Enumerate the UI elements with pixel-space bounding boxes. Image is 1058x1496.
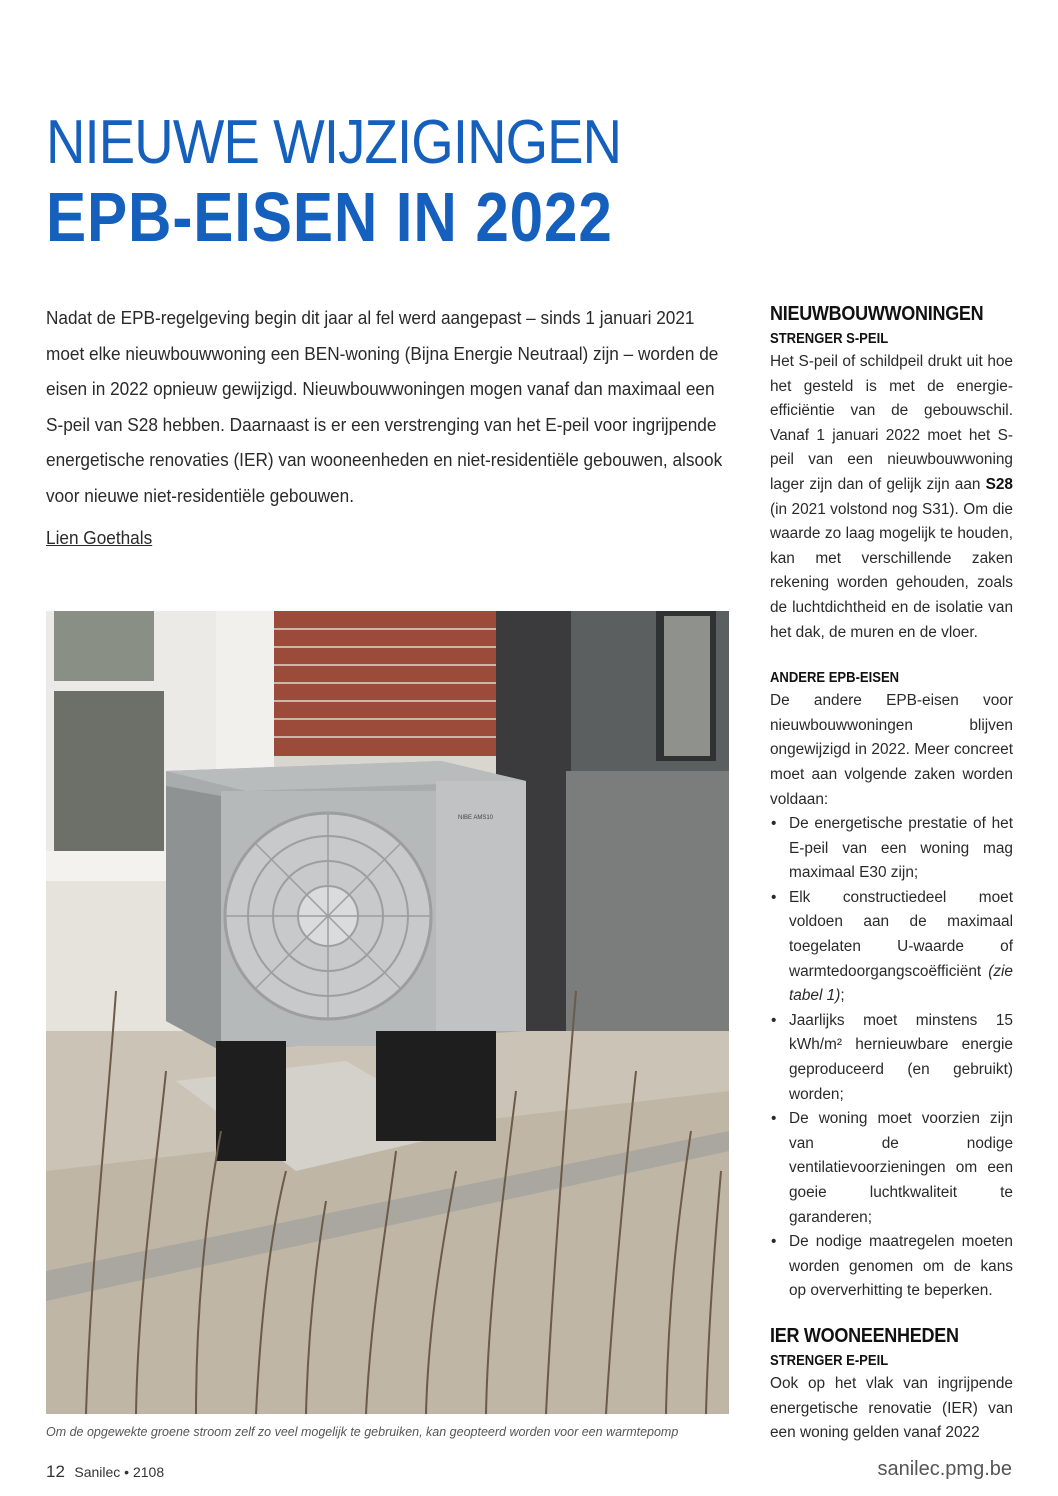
title-line-2: EPB-EISEN IN 2022 bbox=[46, 178, 613, 256]
list-item: • Jaarlijks moet minstens 15 kWh/m² hernieuwbare energie geproduceerd (en gebruikt) worden; bbox=[770, 1009, 1013, 1107]
list-item: • De woning moet voorzien zijn van de nodige ventilatievoorzieningen om een goeie luchtkwaliteit te garanderen; bbox=[770, 1107, 1013, 1230]
section-text-s-peil: Het S-peil of schildpeil drukt uit hoe het gesteld is met de energie-efficiëntie van de gebouwschil. Vanaf 1 januari 2022 moet het S-peil van een nieuwbouwwoning lager zijn dan of gelijk zijn aan S28 (in 2021 volstond nog S31). Om die waarde zo laag mogelijk te houden, kan met verschillende zaken rekening worden gehouden, zoals de luchtdichtheid en de isolatie van het dak, de muren en de vloer. bbox=[770, 353, 1013, 641]
section-text-andere: De andere EPB-eisen voor nieuwbouwwoningen blijven ongewijzigd in 2022. Meer concreet moet aan volgende zaken worden voldaan: bbox=[770, 692, 1013, 808]
heat-pump-photo bbox=[46, 611, 729, 1414]
section-subheading-e-peil: STRENGER E-PEIL bbox=[770, 1352, 889, 1369]
footer-page-info bbox=[46, 1462, 164, 1482]
section-heading-ier: IER WOONEENHEDEN bbox=[770, 1324, 959, 1347]
requirements-list bbox=[770, 812, 1013, 1304]
website-link[interactable]: sanilec.pmg.be bbox=[877, 1458, 1012, 1480]
unit-label: NIBE AMS10 bbox=[458, 815, 494, 821]
s28-highlight: S28 bbox=[985, 475, 1013, 493]
title-line-1: NIEUWE WIJZIGINGEN bbox=[46, 108, 622, 177]
photo-caption: Om de opgewekte groene stroom zelf zo veel mogelijk te gebruiken, kan geopteerd worden voor een warmtepomp bbox=[46, 1425, 679, 1439]
publication-issue: Sanilec • 2108 bbox=[74, 1464, 165, 1480]
author-link[interactable]: Lien Goethals bbox=[46, 527, 153, 548]
list-item: • De energetische prestatie of het E-peil van een woning mag maximaal E30 zijn; bbox=[770, 812, 1013, 886]
list-item: • De nodige maatregelen moeten worden genomen om de kans op oververhitting te beperken. bbox=[770, 1230, 1013, 1304]
section-heading-nieuwbouw: NIEUWBOUWWONINGEN bbox=[770, 303, 984, 325]
intro-paragraph: Nadat de EPB-regelgeving begin dit jaar al fel werd aangepast – sinds 1 januari 2021 moet elke nieuwbouwwoning een BEN-woning (Bijna Energie Neutraal) zijn – worden de eisen in 2022 opnieuw gewijzigd. Nieuwbouwwoningen mogen vanaf dan maximaal een S-peil van S28 hebben. Daarnaast is er een verstrenging van het E-peil voor ingrijpende energetische renovaties (IER) van wooneenheden en niet-residentiële gebouwen, alsook voor nieuwe niet-residentiële gebouwen. bbox=[46, 307, 723, 506]
section-text-ier: Ook op het vlak van ingrijpende energetische renovatie (IER) van een woning gelden vanaf 2022 bbox=[770, 1374, 1013, 1442]
section-subheading-s-peil: STRENGER S-PEIL bbox=[770, 331, 889, 347]
page-number: 12 bbox=[46, 1462, 65, 1481]
sidebar-column bbox=[770, 300, 1013, 1446]
section-subheading-andere: ANDERE EPB-EISEN bbox=[770, 670, 900, 687]
list-item: • Elk constructiedeel moet voldoen aan de maximaal toegelaten U-waarde of warmtedoorgangscoëfficiënt (zie tabel 1); bbox=[770, 886, 1013, 1009]
